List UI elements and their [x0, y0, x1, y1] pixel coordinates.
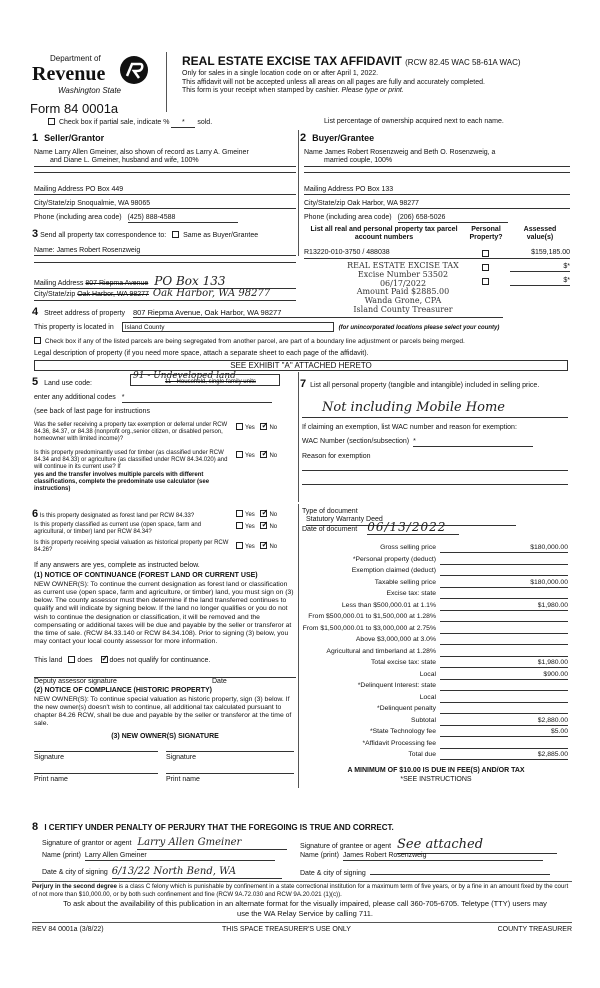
seller-phone-row — [34, 214, 296, 223]
wac-label: WAC Number (section/subsection) — [302, 438, 410, 445]
certify-heading: I CERTIFY UNDER PENALTY OF PERJURY THAT THE FOREGOING IS TRUE AND CORRECT. — [44, 823, 394, 832]
revenue-text: Revenue — [32, 63, 106, 85]
tax-row — [300, 647, 572, 658]
grantor-date-row — [42, 866, 298, 879]
grantor-sig-row — [42, 837, 298, 850]
correspondence-row — [32, 228, 298, 241]
tax-row-value[interactable] — [440, 694, 568, 703]
buyer-name-line1[interactable]: James Robert Rosenzweig and Beth O. Rosenzweig, a — [324, 149, 496, 156]
tax-row-value[interactable] — [440, 613, 568, 622]
tax-row-label: From $1,500,000.01 to $3,000,000 at 2.75% — [302, 624, 436, 632]
segregated-row — [34, 337, 574, 346]
forest-question-2 — [34, 522, 296, 536]
wac-value[interactable]: * — [413, 438, 533, 447]
correspondence-name-row — [34, 247, 296, 256]
tax-row-label: Subtotal — [411, 716, 436, 724]
tax-row — [300, 566, 572, 577]
timber-question-bold: yes and the transfer involves multiple parcels with different classifications, complete the predominate use calculator (see instructions) — [34, 471, 210, 492]
personal-property-hw[interactable]: Not including Mobile Home — [322, 400, 505, 415]
timber-no-checkbox[interactable] — [260, 451, 267, 458]
tax-row-label: *Affidavit Processing fee — [362, 739, 436, 747]
certify-row — [32, 821, 572, 834]
stamp-line-5: Wanda Grone, CPA — [364, 296, 442, 306]
stamp-line-1: REAL ESTATE EXCISE TAX — [347, 261, 459, 270]
exemption-yes-checkbox[interactable] — [236, 423, 243, 430]
additional-codes-row — [34, 394, 296, 403]
revenue-logo — [30, 54, 150, 102]
street-address-row — [32, 306, 572, 319]
tax-row — [300, 601, 572, 612]
correspondence-name-label: Name: — [34, 247, 55, 254]
see-instructions-note: *SEE INSTRUCTIONS — [400, 776, 472, 783]
historic-yes-checkbox[interactable] — [236, 542, 243, 549]
seller-num: 1 — [32, 132, 39, 144]
exemption-claim-label: If claiming an exemption, list WAC number and reason for exemption: — [302, 424, 517, 431]
forest-no-checkbox[interactable] — [260, 510, 267, 517]
tax-row — [300, 555, 572, 566]
dept-of-text: Department of — [50, 54, 101, 63]
tax-row — [300, 716, 572, 727]
tax-row-label: *State Technology fee — [369, 728, 436, 735]
located-label: This property is located in — [34, 324, 114, 331]
stamp-line-6: Island County Treasurer — [353, 304, 453, 314]
buyer-mailing-label: Mailing Address — [304, 186, 354, 193]
parcel-value-3[interactable]: $* — [510, 277, 570, 286]
tax-row — [300, 624, 572, 635]
partial-sale-sold: sold. — [197, 119, 213, 126]
street-value[interactable]: 807 Riepma Avenue, Oak Harbor, WA 98277 — [133, 308, 503, 318]
personal-property-value[interactable] — [302, 400, 568, 418]
new-owner-sig-line-2[interactable] — [166, 742, 294, 752]
does-not-qualify-checkbox[interactable] — [101, 656, 108, 663]
deputy-sig-line[interactable] — [34, 668, 296, 678]
perjury-note — [32, 881, 572, 899]
form-title-ref: (RCW 82.45 WAC 58-61A WAC) — [405, 58, 521, 67]
tax-row — [300, 578, 572, 589]
sub-line-1: Only for sales in a single location code on or after April 1, 2022. — [182, 70, 379, 78]
tax-row-value[interactable] — [440, 740, 568, 749]
buyer-phone-value[interactable]: (206) 658-5026 — [398, 214, 508, 223]
seller-phone-label: Phone (including area code) — [34, 214, 122, 221]
sub-line-3: This form is your receipt when stamped by cashier. — [182, 87, 340, 95]
tax-row-label: *Personal property (deduct) — [352, 555, 436, 563]
partial-sale-label: Check box if partial sale, indicate % — [58, 119, 170, 126]
form-title-block — [182, 54, 582, 96]
grantee-date-row — [300, 866, 572, 878]
tax-row-label: Total excise tax: state — [371, 659, 436, 666]
notice-continuance-body: NEW OWNER(S): To continue the current designation as forest land or classification as current use (open space, farm and agriculture, or timber) land, you must sign on (3) below. The county assessor must then determine if the land transferred continues to qualify and will indicate by signing below. If the land no longer qualifies or you do not wish to continue the designation or classification, it will be removed and the compensating or additional taxes will be due and payable by the seller or transferor at the time of sale. (RCW 84.33.140 or RCW 84.34.108). Prior to signing (3) below, you may contact your local county assessor for more information. — [34, 581, 294, 646]
buyer-city-row — [304, 200, 570, 209]
grantor-name-label: Name (print) — [42, 852, 81, 859]
new-owner-print-line-1[interactable] — [34, 764, 158, 774]
tax-row-label: Total due — [408, 751, 436, 758]
correspondence-label: Send all property tax correspondence to: — [40, 232, 167, 239]
forest-num: 6 — [32, 508, 39, 520]
forest-question-1 — [32, 508, 296, 521]
doc-type-label: Type of document — [302, 508, 358, 515]
signature-label-2: Signature — [166, 754, 196, 761]
tax-row — [300, 739, 572, 750]
historic-no-checkbox[interactable] — [260, 542, 267, 549]
tax-row-value[interactable] — [440, 567, 568, 576]
unincorporated-note: (for unincorporated locations please select your county) — [338, 325, 500, 331]
correspondence-mailing-struck: 807 Riepma Avenue — [85, 280, 149, 287]
current-use-yes-label: Yes — [245, 524, 255, 530]
see-back-note: (see back of last page for instructions — [34, 408, 150, 415]
exemption-reason-line1[interactable] — [302, 470, 568, 471]
buyer-name-line2[interactable]: married couple, 100% — [304, 157, 570, 166]
wac-row — [302, 438, 568, 447]
section-divider-1 — [298, 130, 299, 256]
correspondence-city-struck: Oak Harbor, WA 98277 — [77, 291, 149, 298]
historic-no-label: No — [269, 544, 278, 550]
tax-row-label: From $500,000.01 to $1,500,000 at 1.28% — [308, 613, 436, 620]
forest-yes-checkbox[interactable] — [236, 510, 243, 517]
sub-line-3b: Please type or print. — [341, 87, 404, 95]
tax-row-value[interactable]: $1,980.00 — [440, 602, 568, 611]
forest-no-label: No — [269, 512, 278, 518]
additional-codes-value[interactable]: * — [122, 394, 272, 403]
seller-name-label: Name — [34, 149, 53, 156]
buyer-blank-line — [304, 172, 570, 173]
correspondence-num: 3 — [32, 228, 39, 240]
tax-row-value[interactable]: $5.00 — [440, 728, 568, 737]
seller-name-line2[interactable]: and Diane L. Gmeiner, husband and wife, 100% — [34, 157, 296, 166]
legal-description-box[interactable]: SEE EXHIBIT "A" ATTACHED HERETO — [34, 360, 568, 371]
grantee-name-value[interactable]: James Robert Rosenzweig — [343, 852, 543, 861]
buyer-heading: Buyer/Grantee — [312, 133, 375, 143]
land-use-code-hw[interactable]: 91 - Undeveloped land — [133, 371, 236, 381]
notice-continuance-title: (1) NOTICE OF CONTINUANCE (FOREST LAND OR CURRENT USE) — [34, 572, 258, 579]
partial-sale-row — [48, 118, 212, 128]
buyer-name-block — [304, 149, 570, 167]
seller-mailing-value[interactable]: PO Box 449 — [85, 186, 124, 193]
tax-row-label: Gross selling price — [380, 544, 436, 551]
timber-question — [34, 450, 296, 502]
doc-type-value[interactable]: Statutory Warranty Deed — [306, 516, 516, 525]
stamp-line-3: 06/17/2022 — [379, 278, 427, 288]
parcel-col1: List all real and personal property tax parcel account numbers — [310, 226, 458, 242]
tax-row — [300, 693, 572, 704]
buyer-phone-label: Phone (including area code) — [304, 214, 392, 221]
ownership-note: List percentage of ownership acquired next to each name. — [324, 118, 504, 125]
county-select[interactable]: Island County — [122, 322, 334, 332]
partial-sale-checkbox[interactable] — [48, 118, 55, 125]
tax-row-label: *Delinquent Interest: state — [357, 682, 436, 689]
current-use-yes-checkbox[interactable] — [236, 522, 243, 529]
grantor-name-row — [42, 852, 298, 861]
tax-row-value[interactable] — [440, 705, 568, 714]
tax-row-label: Taxable selling price — [374, 578, 436, 586]
grantor-date-value[interactable]: 6/13/22 North Bend, WA — [112, 866, 282, 879]
tax-row-value[interactable] — [440, 556, 568, 565]
forest-q2-text: Is this property classified as current use (open space, farm and agricultural, or timber) land per RCW 84.34? — [34, 522, 202, 536]
tax-row — [300, 727, 572, 738]
grantee-sig-label: Signature of grantee or agent — [300, 843, 392, 850]
additional-codes-label: enter any additional codes — [34, 394, 116, 401]
tax-row-value[interactable]: $180,000.00 — [440, 544, 568, 553]
form-title: REAL ESTATE EXCISE TAX AFFIDAVIT — [182, 54, 402, 68]
rev-number: REV 84 0001a (3/8/22) — [32, 926, 104, 933]
land-use-code-struck: 11 - Household, single family units — [165, 379, 256, 385]
new-owner-sig-title: (3) NEW OWNER(S) SIGNATURE — [111, 733, 219, 740]
tax-row-value[interactable] — [440, 590, 568, 599]
timber-yes-checkbox[interactable] — [236, 451, 243, 458]
new-owner-sig-line-1[interactable] — [34, 742, 158, 752]
print-name-label-1: Print name — [34, 776, 68, 783]
personal-property-checkbox-1[interactable] — [482, 250, 489, 257]
does-not-label: does not qualify for continuance. — [109, 657, 211, 664]
alt-format-note: To ask about the availability of this publication in an alternate format for the visually impaired, please call 360-705-6705. Teletype (TTY) users may use the WA Relay Service by calling 711. — [63, 899, 547, 918]
parcel-value-2[interactable]: $* — [510, 263, 570, 272]
grantee-name-row — [300, 852, 572, 861]
correspondence-city-hw[interactable]: Oak Harbor, WA 98277 — [152, 288, 271, 299]
if-any-yes: If any answers are yes, complete as instructed below. — [34, 562, 200, 569]
correspondence-city-label: City/State/zip — [34, 291, 76, 298]
does-label: does — [77, 657, 93, 664]
buyer-city-label: City/State/zip — [304, 200, 346, 207]
tax-row-label: Less than $500,000.01 at 1.1% — [341, 601, 436, 609]
deputy-date-label: Date — [212, 678, 227, 685]
buyer-city-value[interactable]: Oak Harbor, WA 98277 — [347, 200, 419, 207]
tax-row-label: Local — [419, 693, 436, 701]
tax-row — [300, 543, 572, 554]
same-as-buyer-label: Same as Buyer/Grantee — [183, 232, 259, 239]
tax-row — [300, 635, 572, 646]
tax-row-value[interactable]: $2,885.00 — [440, 751, 568, 760]
correspondence-name-value[interactable]: James Robert Rosenzweig — [56, 247, 141, 254]
footer-bar — [32, 922, 572, 934]
does-qualify-checkbox[interactable] — [68, 656, 75, 663]
current-use-no-label: No — [269, 524, 278, 530]
exemption-no-checkbox[interactable] — [260, 423, 267, 430]
stamp-line-4: Amount Paid $2885.00 — [356, 287, 450, 297]
doc-date-value[interactable]: 06/13/2022 — [367, 520, 459, 535]
signature-label-1: Signature — [34, 754, 64, 761]
tax-row-label: Excise tax: state — [386, 590, 436, 597]
personal-property-checkbox-2[interactable] — [482, 264, 489, 271]
land-use-label: Land use code: — [44, 380, 92, 387]
state-text: Washington State — [58, 86, 122, 95]
sub-line-2: This affidavit will not be accepted unless all areas on all pages are fully and accurately completed. — [182, 78, 485, 86]
tax-row-value[interactable] — [440, 682, 568, 691]
tax-row — [300, 750, 572, 761]
deputy-sig-label: Deputy assessor signature — [34, 678, 117, 685]
grantor-name-value[interactable]: Larry Allen Gmeiner — [85, 852, 275, 861]
seller-phone-value[interactable]: (425) 888-4588 — [128, 214, 238, 223]
notice-compliance-title: (2) NOTICE OF COMPLIANCE (HISTORIC PROPERTY) — [34, 687, 212, 694]
forest-q1-text: Is this property designated as forest land per RCW 84.33? — [39, 513, 195, 519]
exemption-yes-label: Yes — [245, 425, 255, 431]
same-as-buyer-checkbox[interactable] — [172, 231, 179, 238]
section-divider-2 — [298, 372, 299, 502]
partial-sale-pct[interactable]: * — [171, 119, 195, 128]
seller-name-block — [34, 149, 296, 167]
tax-row-label: Agricultural and timberland at 1.28% — [326, 647, 436, 655]
perjury-bold: Perjury in the second degree — [32, 883, 117, 890]
seller-city-value[interactable]: Snoqualmie, WA 98065 — [77, 200, 151, 207]
stamp-line-2: Excise Number 53502 — [357, 269, 449, 279]
parcel-col3: Assessed value(s) — [523, 226, 557, 242]
print-name-label-2: Print name — [166, 776, 200, 783]
minimum-due-note: A MINIMUM OF $10.00 IS DUE IN FEE(S) AND/OR TAX — [347, 767, 525, 774]
correspondence-mailing-hw[interactable]: PO Box 133 — [154, 274, 226, 288]
grantor-sig-label: Signature of grantor or agent — [42, 840, 132, 847]
county-treasurer: COUNTY TREASURER — [497, 926, 572, 933]
treasurer-use-only: THIS SPACE TREASURER'S USE ONLY — [222, 926, 351, 933]
header-divider — [166, 52, 167, 112]
property-num: 4 — [32, 306, 39, 318]
exemption-question-text: Was the seller receiving a property tax exemption or deferral under RCW 84.36, 84.37, or 84.38 (nonprofit org.,senior citizen, or disabled person, homeowner with limited income)? — [34, 422, 228, 443]
grantee-date-label: Date & city of signing — [300, 870, 366, 877]
tax-row — [300, 670, 572, 681]
tax-row-value[interactable]: $1,980.00 — [440, 659, 568, 668]
parcel-row-1 — [304, 249, 570, 259]
land-use-num: 5 — [32, 376, 39, 388]
buyer-mailing-value[interactable]: PO Box 133 — [355, 186, 394, 193]
personal-property-label: List all personal property (tangible and intangible) included in selling price. — [310, 382, 540, 389]
tax-row — [300, 658, 572, 669]
tax-row — [300, 612, 572, 623]
forest-q3-text: Is this property receiving special valuation as historical property per RCW 84.26? — [34, 540, 229, 554]
seller-city-label: City/State/zip — [34, 200, 76, 207]
tax-row-label: *Delinquent penalty — [377, 705, 436, 712]
correspondence-mailing-label: Mailing Address — [34, 280, 84, 287]
seller-blank-line — [34, 172, 296, 173]
correspondence-blank — [34, 262, 296, 263]
doc-date-row — [302, 520, 570, 535]
this-land-row — [34, 656, 296, 665]
current-use-no-checkbox[interactable] — [260, 522, 267, 529]
parcel-value[interactable]: $159,185.00 — [531, 249, 570, 256]
tax-row-label: Above $3,000,000 at 3.0% — [355, 636, 436, 643]
exemption-reason-label: Reason for exemption — [302, 453, 371, 460]
tax-row-value[interactable] — [440, 648, 568, 657]
correspondence-city-row — [34, 288, 296, 301]
new-owner-print-line-2[interactable] — [166, 764, 294, 774]
legal-label: Legal description of property (if you need more space, attach a separate sheet to each page of the affidavit). — [34, 350, 369, 357]
personal-property-checkbox-3[interactable] — [482, 278, 489, 285]
doc-date-label: Date of document — [302, 526, 358, 533]
grantor-signature[interactable]: Larry Allen Gmeiner — [137, 837, 287, 850]
revenue-logo-icon — [118, 54, 150, 86]
tax-row-value[interactable] — [440, 625, 568, 634]
seller-mailing-label: Mailing Address — [34, 186, 84, 193]
parcel-col2: Personal Property? — [469, 226, 503, 242]
buyer-num: 2 — [300, 132, 307, 144]
exemption-reason-line2[interactable] — [302, 484, 568, 485]
perjury-text: is a class C felony which is punishable by confinement in a state correctional institution for a maximum term of five years, or by a fine in an amount fixed by the court of not more than $10,000.00, or by both such confinement and fine (RCW 9A.72.030 and RCW 9A.20.021 (1)(c)). — [32, 883, 569, 898]
exemption-no-label: No — [269, 425, 278, 431]
tax-row-value[interactable]: $2,880.00 — [440, 717, 568, 726]
timber-yes-label: Yes — [245, 453, 255, 459]
segregated-label: Check box if any of the listed parcels are being segregated from another parcel, are part of a boundary line adjustment or parcels being merged. — [44, 338, 465, 345]
forest-question-3 — [34, 540, 296, 554]
grantee-signature[interactable]: See attached — [397, 837, 557, 854]
timber-no-label: No — [269, 453, 278, 459]
grantee-name-label: Name (print) — [300, 852, 339, 859]
seller-city-row — [34, 200, 296, 209]
seller-mailing-row — [34, 186, 296, 195]
segregated-checkbox[interactable] — [34, 337, 41, 344]
grantor-date-label: Date & city of signing — [42, 869, 108, 876]
exemption-question — [34, 422, 296, 448]
form-number: Form 84 0001a — [30, 101, 119, 116]
buyer-mailing-row — [304, 186, 570, 195]
section-divider-3 — [298, 504, 299, 788]
buyer-phone-row — [304, 214, 570, 223]
personal-property-row — [300, 378, 570, 391]
tax-row-label: Local — [419, 670, 436, 678]
this-land-label: This land — [34, 657, 63, 664]
tax-row-value[interactable]: $900.00 — [440, 671, 568, 680]
notice-compliance-body: NEW OWNER(S): To continue special valuation as historic property, sign (3) below. If the new owner(s) doesn't wish to continue, all additional tax calculated pursuant to chapter 84.26 RCW, shall be due and payable by the seller or transferor at the time of sale. — [34, 696, 292, 728]
tax-row-value[interactable]: $180,000.00 — [440, 579, 568, 588]
certify-num: 8 — [32, 821, 39, 833]
parcel-number[interactable]: R13220-010-3750 / 488038 — [304, 249, 390, 256]
tax-row — [300, 589, 572, 600]
seller-heading: Seller/Grantor — [44, 133, 105, 143]
forest-yes-label: Yes — [245, 512, 255, 518]
tax-row-label: Exemption claimed (deduct) — [351, 567, 436, 574]
personal-property-num: 7 — [300, 378, 307, 390]
buyer-section — [300, 132, 570, 145]
located-row — [34, 322, 574, 332]
buyer-name-label: Name — [304, 149, 323, 156]
tax-row-value[interactable] — [440, 636, 568, 645]
land-use-code-box[interactable] — [130, 371, 280, 386]
street-label: Street address of property — [44, 310, 126, 317]
timber-question-text: Is this property predominantly used for timber (as classified under RCW 84.34 and 84.33) or agriculture (as classified under RCW 84.34.020) and will continue in its current use? If — [34, 450, 228, 471]
seller-section — [32, 132, 296, 145]
seller-name-line1[interactable]: Larry Allen Gmeiner, also shown of record as Larry A. Gmeiner — [54, 149, 249, 156]
historic-yes-label: Yes — [245, 544, 255, 550]
tax-row — [300, 681, 572, 692]
grantee-date-value[interactable] — [370, 866, 550, 875]
tax-row — [300, 704, 572, 715]
